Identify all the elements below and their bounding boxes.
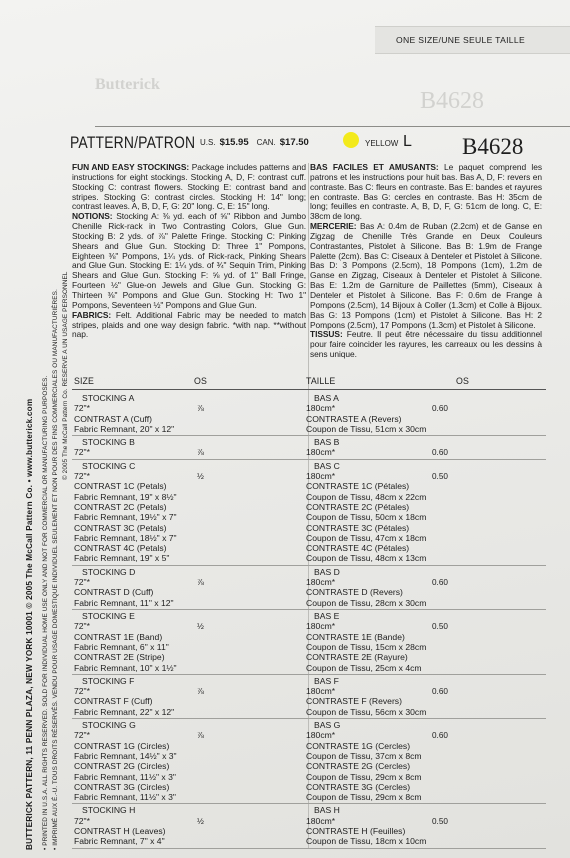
os-value: 0.50 <box>432 816 448 826</box>
row-detail: CONTRAST 2E (Stripe) <box>74 652 165 663</box>
row-detail: CONTRAST D (Cuff) <box>74 587 154 598</box>
row-detail: Fabric Remnant, 10" x 1½" <box>74 662 177 673</box>
row-title: STOCKING E <box>82 611 135 621</box>
row-detail: CONTRASTE D (Revers) <box>306 587 403 598</box>
row-detail: Coupon de Tissu, 29cm x 8cm <box>306 771 422 782</box>
row-title: STOCKING G <box>82 720 136 730</box>
row-detail: Coupon de Tissu, 37cm x 8cm <box>306 750 422 761</box>
can-label: CAN. <box>256 138 276 147</box>
os-value: ½ <box>197 622 204 632</box>
fabrics-paragraph: FABRICS: Felt. Additional Fabric may be needed to match stripes, plaids and one way design fabric. *with nap. **without nap. <box>72 309 306 340</box>
size-row <box>304 392 546 436</box>
row-detail: 180cm* <box>306 730 336 741</box>
row-detail: Coupon de Tissu, 51cm x 30cm <box>306 423 427 434</box>
row-title: BAS D <box>314 566 340 577</box>
size-row <box>72 804 308 848</box>
mercerie-paragraph: MERCERIE: Bas A: 0.4m de Ruban (2.2cm) et de Ganse en Zigzag de Chenille Très Grande en Deux Couleurs Contrastantes, Pistolet à Silicone. Bas B: 1.9m de Frange Palette (2cm). Bas C: Ciseaux à Denteler et Pistolet à Silicone. Bas D: 3 Pompons (2.5cm), 18 Pompons (1cm), 1.2m de Ganse en Zigzag, Ciseaux à Denteler et Pistolet à Silicone. Bas E: 1.2m de Garniture de Paillettes (5mm), Ciseaux à Denteler et Pistolet à Silicone. Bas F: 0.6m de Frange à Pompons (2.5cm), 14 Bijoux à Coller (1.3cm) et Colle à Bijoux. Bas G: 13 Pompons (1cm) et Pistolet à Silicone. Bas H: 2 Pompons (2.5cm), 17 Pompons (1.3cm) et Pistolet à Silicone. <box>310 221 542 330</box>
row-detail: CONTRAST 1C (Petals) <box>74 481 167 492</box>
row-detail: CONTRASTE F (Revers) <box>306 696 402 707</box>
row-detail: CONTRAST 2G (Circles) <box>74 761 170 772</box>
us-price: $15.95 <box>219 137 249 148</box>
row-detail: Fabric Remnant, 11½" x 3" <box>74 771 176 782</box>
row-detail: CONTRASTE 1C (Pétales) <box>306 481 410 492</box>
row-detail: Coupon de Tissu, 15cm x 28cm <box>306 641 427 652</box>
row-detail: 180cm* <box>306 471 336 482</box>
row-detail: Fabric Remnant, 18½" x 7" <box>74 532 177 543</box>
row-detail: 72"* <box>74 403 90 414</box>
col-size-header: SIZE <box>74 376 94 386</box>
row-detail: CONTRAST A (Cuff) <box>74 413 152 424</box>
row-detail: Fabric Remnant, 6" x 11" <box>74 641 169 652</box>
os-value: 0.60 <box>432 404 448 414</box>
col-taille-header: TAILLE <box>306 376 336 386</box>
os-value: 0.50 <box>432 472 448 482</box>
row-detail: Coupon de Tissu, 48cm x 13cm <box>306 553 427 564</box>
color-name: YELLOW <box>365 139 399 148</box>
size-row <box>72 610 308 675</box>
size-row <box>72 719 308 804</box>
row-detail: CONTRAST 1G (Circles) <box>74 740 170 751</box>
row-detail: 72"* <box>74 471 90 482</box>
legal-line-3: • IMPRIMÉ AUX É.-U. TOUS DROITS RÉSERVÉS. VENDU POUR USAGE DOMESTIQUE INDIVIDUEL SEULEMENT ET NON POUR DES FINS COMMERCIALES OU MANUFACTURIÈRES. <box>52 289 59 850</box>
row-title: STOCKING A <box>82 393 135 403</box>
row-detail: 72"* <box>74 447 90 458</box>
legal-line-2: • PRINTED IN U.S.A. ALL RIGHTS RESERVED. SOLD FOR INDIVIDUAL HOME USE ONLY AND NOT FOR COMMERCIAL OR MANUFACTURING PURPOSES. <box>42 375 49 850</box>
os-value: ⅞ <box>197 578 204 588</box>
size-letter: L <box>403 133 412 150</box>
row-detail: Fabric Remnant, 19" x 5" <box>74 553 170 564</box>
can-price: $17.50 <box>279 137 309 148</box>
row-detail: Coupon de Tissu, 50cm x 18cm <box>306 512 427 523</box>
legal-line-4: © 2005 The McCall Pattern Co. RESERVE A UN USAGE PERSONNEL <box>62 271 69 480</box>
os-value: ⅞ <box>197 687 204 697</box>
row-detail: CONTRAST 3C (Petals) <box>74 522 167 533</box>
row-detail: Fabric Remnant, 19½" x 7" <box>74 512 177 523</box>
row-detail: CONTRAST F (Cuff) <box>74 696 153 707</box>
header-underline <box>304 389 546 390</box>
row-detail: Fabric Remnant, 11" x 12" <box>74 597 174 608</box>
size-row <box>304 610 546 675</box>
size-row <box>304 566 546 610</box>
row-detail: CONTRAST H (Leaves) <box>74 825 166 836</box>
row-detail: CONTRAST 2C (Petals) <box>74 501 167 512</box>
ghost-number: B4628 <box>420 88 485 114</box>
row-detail: 180cm* <box>306 447 336 458</box>
row-detail: Fabric Remnant, 14½" x 3" <box>74 750 177 761</box>
size-row <box>304 675 546 719</box>
row-title: STOCKING B <box>82 437 135 448</box>
french-description <box>310 163 542 360</box>
row-detail: Fabric Remnant, 19" x 8½" <box>74 491 177 502</box>
legal-line-1: BUTTERICK PATTERN, 11 PENN PLAZA, NEW YORK 10001 © 2005 The McCall Pattern Co. • www.butterick.com <box>25 398 34 850</box>
os-value: 0.60 <box>432 448 448 458</box>
row-detail: CONTRASTE 2C (Pétales) <box>306 501 410 512</box>
row-detail: CONTRAST 1E (Band) <box>74 631 163 642</box>
row-title: BAS B <box>314 437 340 448</box>
row-detail: Coupon de Tissu, 18cm x 10cm <box>306 836 427 847</box>
col-os-header: OS <box>194 376 207 386</box>
row-detail: 72"* <box>74 621 90 632</box>
row-detail: 72"* <box>74 686 90 697</box>
row-detail: CONTRASTE 2E (Rayure) <box>306 652 408 663</box>
row-title: STOCKING D <box>82 566 136 577</box>
legal-sidebar <box>26 150 76 850</box>
row-detail: CONTRASTE 3C (Pétales) <box>306 522 410 533</box>
row-detail: CONTRASTE 4C (Pétales) <box>306 543 410 554</box>
row-detail: Coupon de Tissu, 28cm x 30cm <box>306 597 427 608</box>
row-detail: 180cm* <box>306 815 336 826</box>
row-detail: Fabric Remnant, 20" x 12" <box>74 423 175 434</box>
row-detail: Coupon de Tissu, 25cm x 4cm <box>306 662 422 673</box>
row-detail: CONTRASTE 2G (Cercles) <box>306 761 411 772</box>
os-value: 0.60 <box>432 687 448 697</box>
row-title: BAS F <box>314 675 339 686</box>
size-row <box>304 719 546 804</box>
row-detail: Coupon de Tissu, 48cm x 22cm <box>306 491 427 502</box>
row-detail: 72"* <box>74 577 90 588</box>
header-underline <box>72 389 308 390</box>
os-value: 0.50 <box>432 622 448 632</box>
size-row <box>72 392 308 436</box>
row-title: STOCKING F <box>82 675 135 686</box>
yardage-table-english <box>72 376 308 846</box>
os-value: ⅞ <box>197 731 204 741</box>
yardage-table-french <box>304 376 546 846</box>
row-detail: CONTRASTE 1G (Cercles) <box>306 740 411 751</box>
row-detail: CONTRAST 3G (Circles) <box>74 781 170 792</box>
col-os-header: OS <box>456 376 469 386</box>
size-row <box>304 460 546 566</box>
row-detail: CONTRASTE A (Revers) <box>306 413 402 424</box>
size-row <box>72 436 308 460</box>
row-title: BAS G <box>314 720 341 730</box>
english-description <box>72 163 306 340</box>
row-detail: CONTRASTE 3G (Cercles) <box>306 781 411 792</box>
row-title: BAS C <box>314 460 340 471</box>
size-row <box>304 436 546 460</box>
us-label: U.S. <box>200 138 216 147</box>
os-value: ⅞ <box>197 404 204 414</box>
os-value: ½ <box>197 816 204 826</box>
os-value: ½ <box>197 472 204 482</box>
pattern-number: B4628 <box>462 134 524 159</box>
yellow-dot-icon <box>343 132 359 148</box>
size-row <box>72 460 308 566</box>
os-value: 0.60 <box>432 731 448 741</box>
row-detail: Coupon de Tissu, 29cm x 8cm <box>306 792 422 803</box>
size-tag <box>375 26 570 54</box>
row-title: BAS E <box>314 611 340 621</box>
price-line <box>200 137 317 148</box>
bas-paragraph: BAS FACILES ET AMUSANTS: Le paquet comprend les patrons et les instructions pour huit bas. Bas A, D, F: revers en contraste. Bas C: fleurs en contraste. Bas E: bandes et rayures en contraste. Bas G: cercles en contraste. Bas H: 35cm de long; feuilles en contraste. A, B, D, F, G: 51cm de long. C, E: 38cm de long. <box>310 162 542 222</box>
row-detail: 180cm* <box>306 686 336 697</box>
row-detail: CONTRAST 4C (Petals) <box>74 543 167 554</box>
size-row <box>72 675 308 719</box>
row-detail: 180cm* <box>306 403 336 414</box>
row-title: STOCKING H <box>82 805 136 816</box>
tissus-paragraph: TISSUS: Feutre. Il peut être nécessaire du tissu additionnel pour faire coincider les rayures, les carreaux ou les dessins à sens unique. <box>310 329 542 360</box>
row-detail: 180cm* <box>306 577 336 588</box>
row-detail: Fabric Remnant, 7" x 4" <box>74 836 165 847</box>
row-detail: Fabric Remnant, 22" x 12" <box>74 706 175 717</box>
ghost-brand: Butterick <box>95 76 160 93</box>
size-row <box>304 804 546 848</box>
size-row <box>72 566 308 610</box>
row-title: STOCKING C <box>82 460 136 471</box>
os-value: ⅞ <box>197 448 204 458</box>
os-value: 0.60 <box>432 578 448 588</box>
size-tag-text: ONE SIZE/UNE SEULE TAILLE <box>396 35 525 45</box>
row-detail: Fabric Remnant, 11½" x 3" <box>74 792 176 803</box>
fun-paragraph: FUN AND EASY STOCKINGS: Package includes patterns and instructions for eight stockings. Stocking A, D, F: contrast cuff. Stocking C: contrast flowers. Stocking E: contrast band and stripes. Stocking G: contrast circles. Stocking H: 14" long; contrast leaves. A, B, D, F, G: 20" long. C, E: 15" long. <box>72 162 306 212</box>
row-title: BAS A <box>314 393 339 403</box>
row-detail: Coupon de Tissu, 56cm x 30cm <box>306 706 427 717</box>
row-detail: 72"* <box>74 815 90 826</box>
row-detail: CONTRASTE 1E (Bande) <box>306 631 405 642</box>
row-detail: 72"* <box>74 730 90 741</box>
notions-paragraph: NOTIONS: Stocking A: ⅜ yd. each of ⅝" Ribbon and Jumbo Chenille Rick-rack in Two Contrasting Colors, Glue Gun. Stocking B: 2 yds. of ⅞" Palette Fringe. Stocking C: Pinking Shears and Glue Gun. Stocking D: Three 1" Pompons, Eighteen ⅜" Pompons, 1¼ yds. of Rick-rack, Pinking Shears and Glue Gun. Stocking E: 1¼ yds. of ¾" Sequin Trim, Pinking Shears and Glue Gun. Stocking F: ⅝ yd. of 1" Ball Fringe, Fourteen ½" Glue-on Jewels and Glue Gun. Stocking G: Thirteen ⅜" Pompons and Glue Gun. Stocking H: Two 1" Pompons, Seventeen ½" Pompons and Glue Gun. <box>72 211 306 310</box>
header-rule <box>95 126 570 127</box>
row-detail: CONTRASTE H (Feuilles) <box>306 825 406 836</box>
row-detail: Coupon de Tissu, 47cm x 18cm <box>306 532 427 543</box>
pattern-title: PATTERN/PATRON <box>70 133 196 152</box>
row-title: BAS H <box>314 805 340 816</box>
row-detail: 180cm* <box>306 621 336 632</box>
